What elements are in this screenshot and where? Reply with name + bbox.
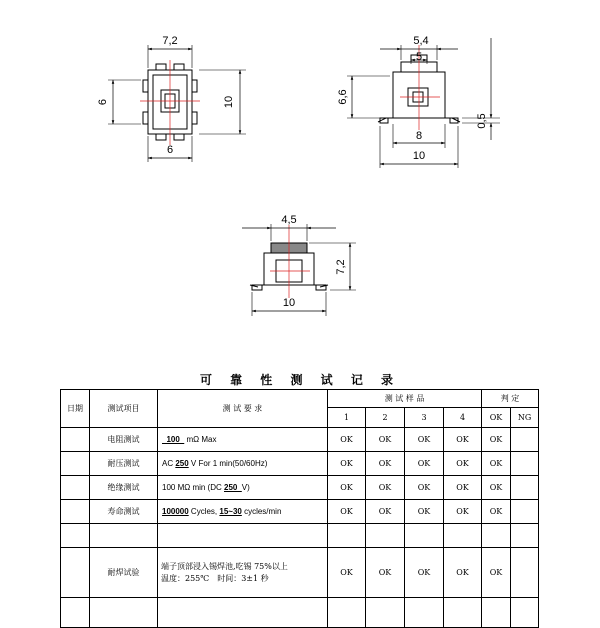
row-sample-2: OK bbox=[366, 500, 405, 524]
table-row bbox=[61, 452, 539, 476]
header-sample-3: 3 bbox=[405, 408, 444, 428]
dim-top-width: 7,2 bbox=[162, 35, 178, 47]
row-judge-ok: OK bbox=[482, 548, 511, 598]
header-date: 日期 bbox=[61, 390, 90, 428]
row-date bbox=[61, 428, 90, 452]
table-row bbox=[61, 548, 539, 598]
table-row-empty bbox=[61, 598, 539, 628]
row-requirement: 端子顶部浸入锡焊池,吃锡 75%以上 温度：255℃ 时间：3±1 秒 bbox=[158, 548, 328, 598]
row-sample-4: OK bbox=[444, 476, 482, 500]
row-item: 寿命测试 bbox=[90, 500, 158, 524]
dim-front-width-top: 5,4 bbox=[413, 35, 429, 47]
row-date bbox=[61, 548, 90, 598]
header-sample-2: 2 bbox=[366, 408, 405, 428]
row-requirement: 100000 Cycles, 15~30 cycles/min bbox=[158, 500, 328, 524]
dim-side-width-top: 4,5 bbox=[281, 214, 297, 226]
row-sample-4: OK bbox=[444, 428, 482, 452]
table-row-empty bbox=[61, 524, 539, 548]
row-sample-3: OK bbox=[405, 428, 444, 452]
row-sample-4: OK bbox=[444, 548, 482, 598]
row-sample-1: OK bbox=[328, 500, 366, 524]
row-sample-4: OK bbox=[444, 452, 482, 476]
row-sample-2: OK bbox=[366, 476, 405, 500]
row-judge-ok: OK bbox=[482, 452, 511, 476]
row-requirement: 100 mΩ Max bbox=[158, 428, 328, 452]
row-judge-ng bbox=[511, 548, 539, 598]
front-view-drawing bbox=[347, 38, 500, 168]
dim-side-height: 7,2 bbox=[335, 259, 347, 275]
row-date bbox=[61, 500, 90, 524]
row-sample-1: OK bbox=[328, 476, 366, 500]
row-sample-1: OK bbox=[328, 428, 366, 452]
row-sample-2: OK bbox=[366, 428, 405, 452]
table-row bbox=[61, 428, 539, 452]
row-sample-3: OK bbox=[405, 452, 444, 476]
header-judge-ok: OK bbox=[482, 408, 511, 428]
row-sample-4: OK bbox=[444, 500, 482, 524]
row-judge-ok: OK bbox=[482, 476, 511, 500]
dim-top-height-left: 6 bbox=[97, 98, 109, 106]
dim-top-width-bottom: 6 bbox=[166, 144, 174, 156]
dim-side-overall-width: 10 bbox=[282, 297, 296, 309]
row-sample-3: OK bbox=[405, 500, 444, 524]
dim-front-height: 6,6 bbox=[337, 89, 349, 105]
dim-front-body-width: 8 bbox=[415, 130, 423, 142]
reliability-test-table bbox=[60, 389, 539, 628]
table-row bbox=[61, 500, 539, 524]
header-item: 测试项目 bbox=[90, 390, 158, 428]
row-sample-3: OK bbox=[405, 548, 444, 598]
row-date bbox=[61, 452, 90, 476]
header-requirement: 测 试 要 求 bbox=[158, 390, 328, 428]
row-judge-ng bbox=[511, 452, 539, 476]
header-sample-1: 1 bbox=[328, 408, 366, 428]
header-samples: 测 试 样 品 bbox=[328, 390, 482, 408]
row-date bbox=[61, 476, 90, 500]
row-sample-1: OK bbox=[328, 548, 366, 598]
dim-front-inner: 5 bbox=[415, 51, 423, 63]
header-judge: 判 定 bbox=[482, 390, 539, 408]
row-requirement: 100 MΩ min (DC 250 V) bbox=[158, 476, 328, 500]
row-sample-2: OK bbox=[366, 548, 405, 598]
row-judge-ng bbox=[511, 428, 539, 452]
row-item: 绝缘测试 bbox=[90, 476, 158, 500]
row-judge-ok: OK bbox=[482, 428, 511, 452]
dim-top-height-right: 10 bbox=[223, 95, 235, 109]
row-judge-ok: OK bbox=[482, 500, 511, 524]
row-item: 耐压测试 bbox=[90, 452, 158, 476]
row-sample-3: OK bbox=[405, 476, 444, 500]
header-sample-4: 4 bbox=[444, 408, 482, 428]
row-item: 电阻测试 bbox=[90, 428, 158, 452]
dim-front-pin-height: 0,5 bbox=[476, 113, 488, 129]
row-judge-ng bbox=[511, 476, 539, 500]
header-row-1 bbox=[61, 390, 539, 408]
table-row bbox=[61, 476, 539, 500]
row-requirement: AC 250 V For 1 min(50/60Hz) bbox=[158, 452, 328, 476]
dim-front-overall-width: 10 bbox=[412, 150, 426, 162]
record-title: 可 靠 性 测 试 记 录 bbox=[199, 373, 401, 387]
row-sample-1: OK bbox=[328, 452, 366, 476]
row-judge-ng bbox=[511, 500, 539, 524]
row-sample-2: OK bbox=[366, 452, 405, 476]
header-judge-ng: NG bbox=[511, 408, 539, 428]
row-item: 耐焊试验 bbox=[90, 548, 158, 598]
